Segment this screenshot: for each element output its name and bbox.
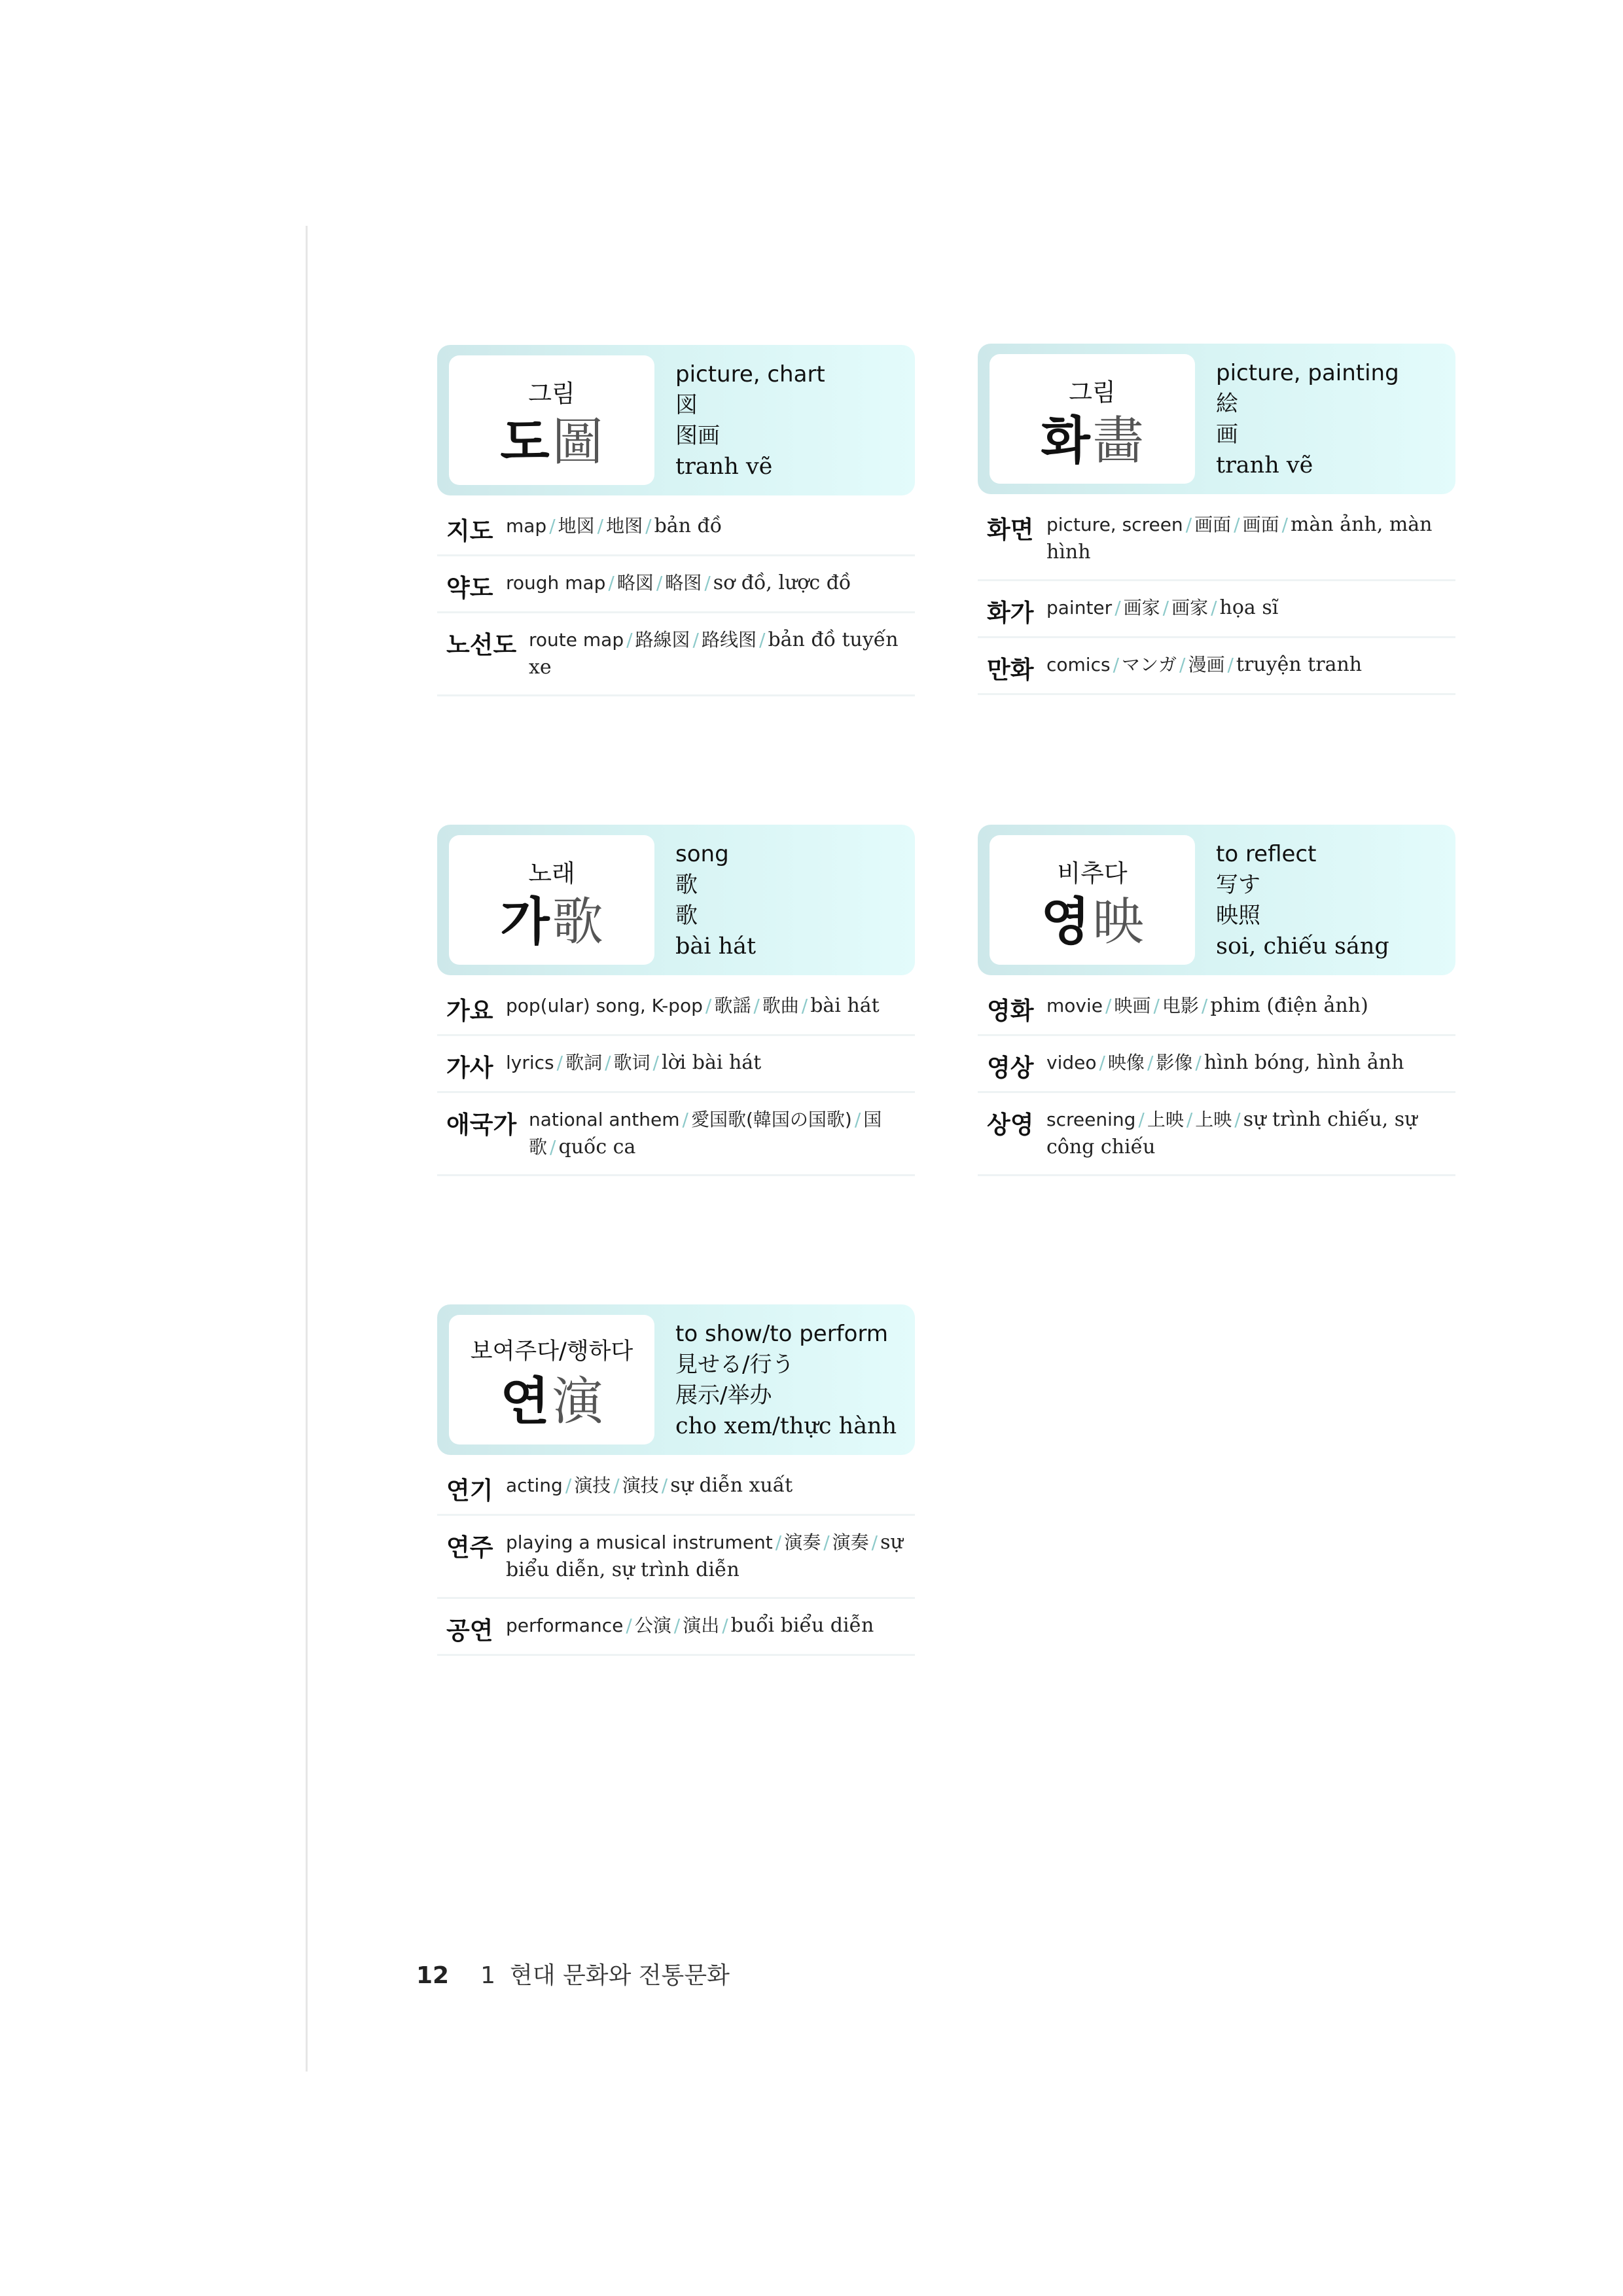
meanings [675, 1319, 897, 1442]
entry-row [437, 979, 915, 1036]
sino-character [990, 893, 1195, 952]
meaning-vi: cho xem/thực hành [675, 1413, 897, 1439]
def-en: video [1046, 1052, 1097, 1073]
meaning-en: to reflect [1216, 841, 1317, 867]
entry-definition: pop(ular) song, K-pop / 歌謡 / 歌曲 / bài hát [506, 994, 880, 1017]
entry-list [437, 979, 915, 1176]
def-vi: sự biểu diễn, sự trình diễn [506, 1531, 903, 1581]
def-zh: 影像 [1156, 1052, 1193, 1073]
def-en: map [506, 515, 547, 537]
vocab-card-do [437, 345, 915, 696]
meaning-ja: 絵 [1216, 391, 1238, 417]
entry-row [437, 1599, 915, 1656]
entry-row [437, 1516, 915, 1599]
entry-definition: route map / 路線図 / 路线图 / bản đồ tuyến xe [529, 628, 899, 679]
entry-definition: lyrics / 歌詞 / 歌词 / lời bài hát [506, 1051, 762, 1074]
entry-definition: comics / マンガ / 漫画 / truyện tranh [1046, 653, 1363, 676]
entry-list [437, 499, 915, 696]
entry-definition: national anthem / 愛国歌(韓国の国歌) / 国歌 / quốc ca [529, 1109, 882, 1158]
def-ja: 映画 [1114, 995, 1151, 1016]
def-ja: 上映 [1147, 1109, 1184, 1130]
meaning-ja: 歌 [675, 872, 698, 898]
vocab-card-ga [437, 825, 915, 1176]
margin-line [306, 226, 308, 2072]
def-zh: 略图 [665, 572, 702, 594]
def-en: painter [1046, 597, 1113, 619]
def-zh: 画面 [1242, 514, 1279, 535]
entry-word: 상영 [987, 1111, 1034, 1139]
native-reading: 비추다 [1057, 859, 1128, 888]
sino-character [449, 1372, 654, 1431]
entry-definition: video / 映像 / 影像 / hình bóng, hình ảnh [1046, 1051, 1404, 1074]
entry-word: 약도 [446, 574, 493, 602]
entry-definition: acting / 演技 / 演技 / sự diễn xuất [506, 1474, 793, 1497]
meaning-zh: 展示/举办 [675, 1382, 772, 1408]
def-ja: 映像 [1107, 1052, 1145, 1073]
def-zh: 漫画 [1188, 654, 1225, 675]
def-zh: 上映 [1195, 1109, 1232, 1130]
meaning-zh: 图画 [675, 423, 720, 449]
def-ja: 歌謡 [714, 995, 751, 1016]
entry-word: 영화 [987, 997, 1034, 1025]
entry-word: 지도 [446, 517, 493, 545]
page-footer [416, 1957, 730, 1990]
def-vi: sơ đồ, lược đồ [713, 571, 851, 594]
korean-box [449, 835, 654, 965]
def-vi: truyện tranh [1236, 653, 1363, 676]
vocab-card-hwa [978, 344, 1455, 695]
def-vi: buổi biểu diễn [730, 1614, 874, 1637]
def-zh: 歌词 [613, 1052, 651, 1073]
def-ja: マンガ [1122, 654, 1177, 675]
meaning-ja: 見せる/行う [675, 1352, 794, 1378]
def-ja: 画家 [1123, 597, 1160, 619]
meaning-vi: soi, chiếu sáng [1216, 933, 1389, 960]
hanja-character: 畵 [1092, 412, 1144, 471]
def-vi: bản đồ [654, 514, 722, 537]
def-zh: 地图 [606, 515, 643, 537]
def-ja: 路線図 [635, 629, 690, 651]
entry-row [978, 979, 1455, 1036]
entry-row [978, 581, 1455, 638]
def-vi: họa sĩ [1219, 596, 1279, 619]
def-zh: 路线图 [701, 629, 757, 651]
meaning-en: picture, painting [1216, 360, 1399, 386]
card-header [978, 825, 1455, 975]
def-ja: 愛国歌(韓国の国歌) [690, 1109, 852, 1130]
entry-list [978, 498, 1455, 695]
entry-definition: rough map / 略図 / 略图 / sơ đồ, lược đồ [506, 571, 851, 594]
hangul-syllable: 가 [500, 893, 550, 952]
def-ja: 演奏 [784, 1532, 821, 1553]
def-ja: 演技 [574, 1475, 611, 1496]
entry-row [437, 556, 915, 613]
def-zh: 电影 [1162, 995, 1199, 1016]
meanings [675, 839, 756, 962]
entry-definition: painter / 画家 / 画家 / họa sĩ [1046, 596, 1279, 619]
def-en: acting [506, 1475, 563, 1496]
def-vi: sự diễn xuất [670, 1474, 793, 1497]
native-reading: 그림 [1069, 378, 1116, 406]
card-header [978, 344, 1455, 494]
meaning-ja: 写す [1216, 872, 1260, 898]
def-en: picture, screen [1046, 514, 1183, 535]
card-header [437, 345, 915, 495]
meanings [1216, 358, 1399, 481]
entry-row [978, 1093, 1455, 1176]
meaning-zh: 画 [1216, 422, 1238, 448]
def-en: lyrics [506, 1052, 554, 1073]
meaning-zh: 歌 [675, 903, 698, 929]
entry-definition: movie / 映画 / 电影 / phim (điện ảnh) [1046, 994, 1368, 1017]
entry-word: 가사 [446, 1054, 493, 1082]
entry-row [437, 1036, 915, 1093]
meaning-zh: 映照 [1216, 903, 1260, 929]
entry-row [437, 1093, 915, 1176]
chapter-title: 현대 문화와 전통문화 [510, 1962, 730, 1989]
hanja-character: 演 [552, 1372, 603, 1431]
native-reading: 노래 [528, 859, 575, 888]
def-zh: 歌曲 [762, 995, 799, 1016]
vocab-card-yeong [978, 825, 1455, 1176]
def-vi: phim (điện ảnh) [1210, 994, 1368, 1017]
def-en: movie [1046, 995, 1103, 1016]
def-vi: lời bài hát [661, 1051, 762, 1074]
entry-word: 화면 [987, 516, 1034, 544]
meaning-vi: bài hát [675, 933, 757, 960]
entry-word: 가요 [446, 997, 493, 1025]
native-reading: 그림 [528, 380, 575, 408]
meanings [675, 359, 825, 482]
def-en: comics [1046, 654, 1111, 675]
sino-character [990, 412, 1195, 471]
def-vi: màn ảnh, màn hình [1046, 513, 1433, 564]
entry-word: 만화 [987, 656, 1034, 684]
def-vi: quốc ca [558, 1136, 636, 1158]
def-en: route map [529, 629, 624, 651]
def-vi: hình bóng, hình ảnh [1204, 1051, 1404, 1074]
meaning-ja: 図 [675, 392, 698, 418]
entry-word: 연주 [446, 1534, 493, 1562]
entry-definition: screening / 上映 / 上映 / sự trình chiếu, sự công chiếu [1046, 1108, 1418, 1158]
korean-box [990, 835, 1195, 965]
entry-word: 영상 [987, 1054, 1034, 1082]
entry-row [978, 1036, 1455, 1093]
native-reading: 보여주다/행하다 [470, 1338, 633, 1365]
def-en: performance [506, 1615, 624, 1636]
def-zh: 国歌 [529, 1109, 882, 1158]
meaning-en: to show/to perform [675, 1321, 888, 1347]
def-ja: 画面 [1194, 514, 1232, 535]
def-ja: 略図 [616, 572, 654, 594]
def-vi: bài hát [810, 994, 880, 1017]
entry-row [437, 499, 915, 556]
entry-word: 화가 [987, 599, 1034, 627]
sino-character [449, 893, 654, 952]
def-en: pop(ular) song, K-pop [506, 995, 703, 1016]
entry-definition: map / 地図 / 地图 / bản đồ [506, 514, 722, 537]
def-vi: bản đồ tuyến xe [529, 628, 899, 679]
entry-definition: picture, screen / 画面 / 画面 / màn ảnh, màn hình [1046, 513, 1433, 564]
def-ja: 歌詞 [565, 1052, 603, 1073]
entry-row [437, 1459, 915, 1516]
hanja-character: 歌 [552, 893, 603, 952]
meanings [1216, 839, 1389, 962]
entry-row [978, 638, 1455, 695]
hanja-character: 映 [1092, 893, 1144, 952]
def-en: playing a musical instrument [506, 1532, 773, 1553]
def-en: rough map [506, 572, 606, 594]
vocab-card-yeon [437, 1304, 915, 1656]
meaning-vi: tranh vẽ [675, 454, 773, 480]
def-en: national anthem [529, 1109, 680, 1130]
def-zh: 演出 [683, 1615, 720, 1636]
entry-list [437, 1459, 915, 1656]
korean-box [449, 355, 654, 485]
entry-list [978, 979, 1455, 1176]
card-header [437, 1304, 915, 1455]
hangul-syllable: 화 [1041, 412, 1090, 471]
def-zh: 画家 [1171, 597, 1209, 619]
def-ja: 公演 [634, 1615, 671, 1636]
entry-word: 연기 [446, 1477, 493, 1505]
korean-box [990, 354, 1195, 484]
hangul-syllable: 연 [500, 1372, 550, 1431]
hangul-syllable: 도 [500, 413, 550, 472]
chapter-number: 1 [480, 1962, 496, 1989]
entry-word: 노선도 [446, 631, 517, 659]
entry-word: 공연 [446, 1617, 493, 1645]
def-zh: 演奏 [832, 1532, 869, 1553]
page-number: 12 [416, 1962, 450, 1989]
entry-row [437, 613, 915, 696]
sino-character [449, 413, 654, 472]
hanja-character: 圖 [552, 413, 603, 472]
def-en: screening [1046, 1109, 1136, 1130]
def-zh: 演技 [622, 1475, 659, 1496]
def-ja: 地図 [558, 515, 595, 537]
meaning-en: song [675, 841, 729, 867]
hangul-syllable: 영 [1041, 893, 1090, 952]
card-header [437, 825, 915, 975]
entry-word: 애국가 [446, 1111, 517, 1139]
meaning-en: picture, chart [675, 361, 825, 387]
korean-box [449, 1315, 654, 1444]
entry-row [978, 498, 1455, 581]
meaning-vi: tranh vẽ [1216, 452, 1313, 478]
entry-definition: playing a musical instrument / 演奏 / 演奏 / sự biểu diễn, sự trình diễn [506, 1531, 903, 1581]
entry-definition: performance / 公演 / 演出 / buổi biểu diễn [506, 1614, 874, 1637]
def-vi: sự trình chiếu, sự công chiếu [1046, 1108, 1418, 1158]
